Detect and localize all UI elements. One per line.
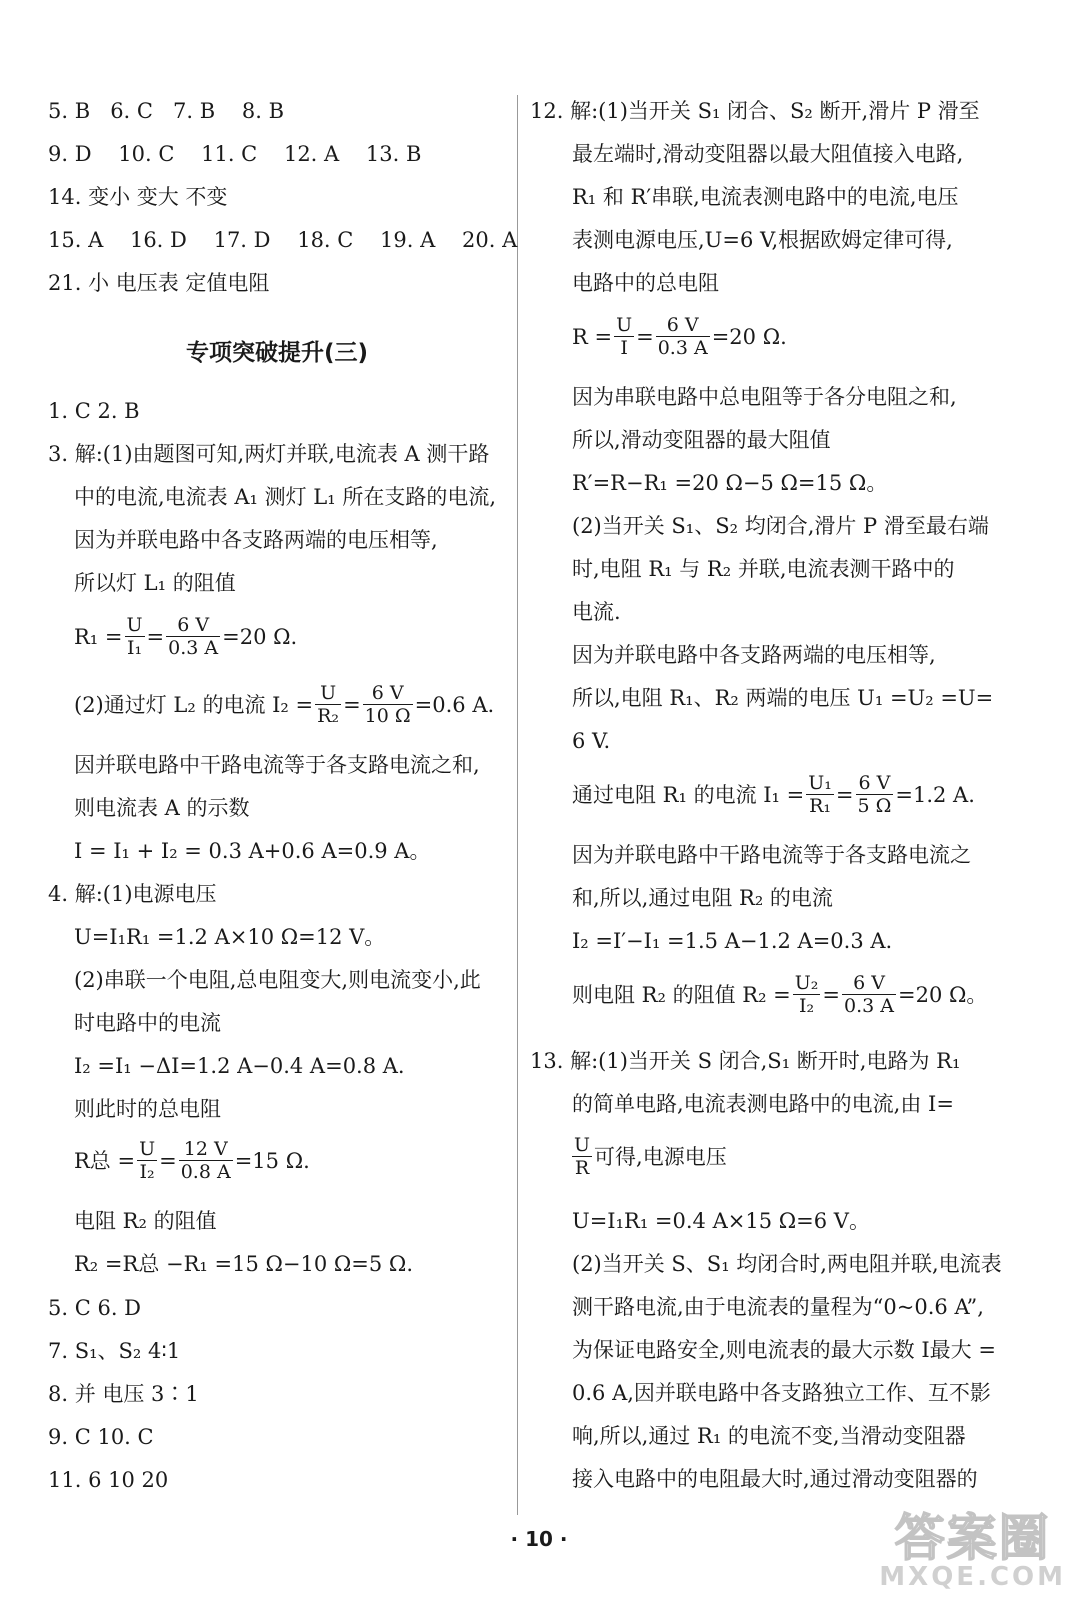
q12-line-11: 电流. xyxy=(572,600,621,624)
q4-line-8: R₂ =R总 −R₁ =15 Ω−10 Ω=5 Ω. xyxy=(74,1252,414,1276)
q3-line-7: I = I₁ + I₂ = 0.3 A+0.6 A=0.9 A。 xyxy=(74,839,431,863)
fraction: $\frac{\text{U₂}}{\text{I₂}}$ xyxy=(794,972,819,1017)
q3-equation-2: (2)通过灯 L₂ 的电流 I₂ = $\frac{U}{\text{R₂}}$ = $\frac{6 V}{10 \Omega}$ =0.6 A. xyxy=(74,682,495,727)
q3-line-2: 中的电流,电流表 A₁ 测灯 L₁ 所在支路的电流, xyxy=(74,485,496,509)
watermark-url: MXQE.COM xyxy=(879,1562,1066,1592)
special-answers-1-2: 1. C 2. B xyxy=(48,399,140,423)
q12-line-17: I₂ =I′−I₁ =1.5 A−1.2 A=0.3 A. xyxy=(572,929,893,953)
q12-line-16: 和,所以,通过电阻 R₂ 的电流 xyxy=(572,886,833,910)
q12-line-12: 因为并联电路中各支路两端的电压相等, xyxy=(572,643,936,667)
q12-line-14: 6 V. xyxy=(572,729,611,753)
answer-7: 7. S₁、S₂ 4∶1 xyxy=(48,1339,181,1363)
answer-21: 21. 小 电压表 定值电阻 xyxy=(48,271,270,295)
fraction: $\frac{U}{\text{I₁}}$ xyxy=(126,614,143,659)
q3-line-3: 因为并联电路中各支路两端的电压相等, xyxy=(74,528,438,552)
fraction: $\frac{6 V}{10 \Omega}$ xyxy=(364,682,411,727)
fraction: $\frac{U}{\text{I₂}}$ xyxy=(139,1138,156,1183)
fraction: $\frac{6 V}{0.3 A}$ xyxy=(844,972,894,1017)
q12-line-5: 电路中的总电阻 xyxy=(572,271,719,295)
q13-line-2: 的简单电路,电流表测电路中的电流,由 I= xyxy=(572,1092,954,1116)
answers-9-10: 9. C 10. C xyxy=(48,1425,154,1449)
watermark-logo xyxy=(879,1498,1066,1592)
q3-line-4: 所以灯 L₁ 的阻值 xyxy=(74,571,236,595)
q12-line-10: 时,电阻 R₁ 与 R₂ 并联,电流表测干路中的 xyxy=(572,557,955,581)
q12-line-15: 因为并联电路中干路电流等于各支路电流之 xyxy=(572,843,971,867)
answers-5-6: 5. C 6. D xyxy=(48,1296,142,1320)
answers-5-8: 5. B 6. C 7. B 8. B xyxy=(48,99,285,123)
q12-line-13: 所以,电阻 R₁、R₂ 两端的电压 U₁ =U₂ =U= xyxy=(572,686,994,710)
q12-equation-3: 则电阻 R₂ 的阻值 R₂ = $\frac{\text{U₂}}{\text{I₂}}$ = $\frac{6 V}{0.3 A}$ =20 Ω。 xyxy=(572,972,988,1017)
q4-line-5: I₂ =I₁ −ΔI=1.2 A−0.4 A=0.8 A. xyxy=(74,1054,405,1078)
q12-line-6: 因为串联电路中总电阻等于各分电阻之和, xyxy=(572,385,957,409)
q13-fraction-line: $\frac{U}{R}$ 可得,电源电压 xyxy=(574,1134,727,1179)
q12-line-1: 12. 解:(1)当开关 S₁ 闭合、S₂ 断开,滑片 P 滑至 xyxy=(530,99,980,123)
fraction: $\frac{6 V}{0.3 A}$ xyxy=(168,614,219,659)
q12-line-8: R′=R−R₁ =20 Ω−5 Ω=15 Ω。 xyxy=(572,471,888,495)
q4-line-7: 电阻 R₂ 的阻值 xyxy=(74,1209,217,1233)
q12-line-7: 所以,滑动变阻器的最大阻值 xyxy=(572,428,831,452)
fraction: $\frac{12 V}{0.8 A}$ xyxy=(180,1138,231,1183)
q13-line-9: 接入电路中的电阻最大时,通过滑动变阻器的 xyxy=(572,1467,978,1491)
q3-line-1: 3. 解:(1)由题图可知,两灯并联,电流表 A 测干路 xyxy=(48,442,490,466)
fraction: $\frac{\text{U₁}}{\text{R₁}}$ xyxy=(808,772,832,817)
q12-line-2: 最左端时,滑动变阻器以最大阻值接入电路, xyxy=(572,142,964,166)
q12-line-9: (2)当开关 S₁、S₂ 均闭合,滑片 P 滑至最右端 xyxy=(572,514,989,538)
answer-8: 8. 并 电压 3∶1 xyxy=(48,1382,199,1406)
q4-line-1: 4. 解:(1)电源电压 xyxy=(48,882,217,906)
q13-line-3: U=I₁R₁ =0.4 A×15 Ω=6 V。 xyxy=(572,1209,870,1233)
q12-line-4: 表测电源电压,U=6 V,根据欧姆定律可得, xyxy=(572,228,953,252)
page-number: · 10 · xyxy=(510,1527,568,1551)
fraction: $\frac{U}{\text{R₂}}$ xyxy=(317,682,340,727)
q4-line-4: 时电路中的电流 xyxy=(74,1011,221,1035)
q12-equation-1: R = $\frac{U}{I}$ = $\frac{6 V}{0.3 A}$ =20 Ω. xyxy=(572,314,787,359)
q13-line-6: 为保证电路安全,则电流表的最大示数 I最大 = xyxy=(572,1338,996,1362)
q12-equation-2: 通过电阻 R₁ 的电流 I₁ = $\frac{\text{U₁}}{\text{R₁}}$ = $\frac{6 V}{5 \Omega}$ =1.2 A. xyxy=(572,772,975,817)
fraction: $\frac{6 V}{0.3 A}$ xyxy=(657,314,708,359)
q13-line-5: 测干路电流,由于电流表的量程为“0~0.6 A”, xyxy=(572,1295,984,1319)
answers-15-20: 15. A 16. D 17. D 18. C 19. A 20. A xyxy=(48,228,518,252)
fraction: $\frac{U}{I}$ xyxy=(616,314,633,359)
q4-equation: R总 = $\frac{U}{\text{I₂}}$ = $\frac{12 V}{0.8 A}$ =15 Ω. xyxy=(74,1138,310,1183)
section-title: 专项突破提升(三) xyxy=(185,340,369,366)
q13-line-7: 0.6 A,因并联电路中各支路独立工作、互不影 xyxy=(572,1381,991,1405)
q4-line-6: 则此时的总电阻 xyxy=(74,1097,221,1121)
q4-line-3: (2)串联一个电阻,总电阻变大,则电流变小,此 xyxy=(74,968,481,992)
q13-line-1: 13. 解:(1)当开关 S 闭合,S₁ 断开时,电路为 R₁ xyxy=(530,1049,961,1073)
answer-14: 14. 变小 变大 不变 xyxy=(48,185,228,209)
watermark-text: 答案圈 xyxy=(894,1509,1051,1567)
fraction: $\frac{6 V}{5 \Omega}$ xyxy=(857,772,892,817)
fraction: $\frac{U}{R}$ xyxy=(574,1134,591,1179)
q12-line-3: R₁ 和 R′串联,电流表测电路中的电流,电压 xyxy=(572,185,959,209)
q4-line-2: U=I₁R₁ =1.2 A×10 Ω=12 V。 xyxy=(74,925,386,949)
q3-line-5: 因并联电路中干路电流等于各支路电流之和, xyxy=(74,753,480,777)
q3-equation-1: R₁ = $\frac{U}{\text{I₁}}$ = $\frac{6 V}{0.3 A}$ =20 Ω. xyxy=(74,614,298,659)
column-divider xyxy=(517,95,518,1515)
q13-line-8: 响,所以,通过 R₁ 的电流不变,当滑动变阻器 xyxy=(572,1424,966,1448)
q13-line-4: (2)当开关 S、S₁ 均闭合时,两电阻并联,电流表 xyxy=(572,1252,1002,1276)
q3-line-6: 则电流表 A 的示数 xyxy=(74,796,250,820)
answer-11: 11. 6 10 20 xyxy=(48,1468,169,1492)
answers-9-13: 9. D 10. C 11. C 12. A 13. B xyxy=(48,142,422,166)
